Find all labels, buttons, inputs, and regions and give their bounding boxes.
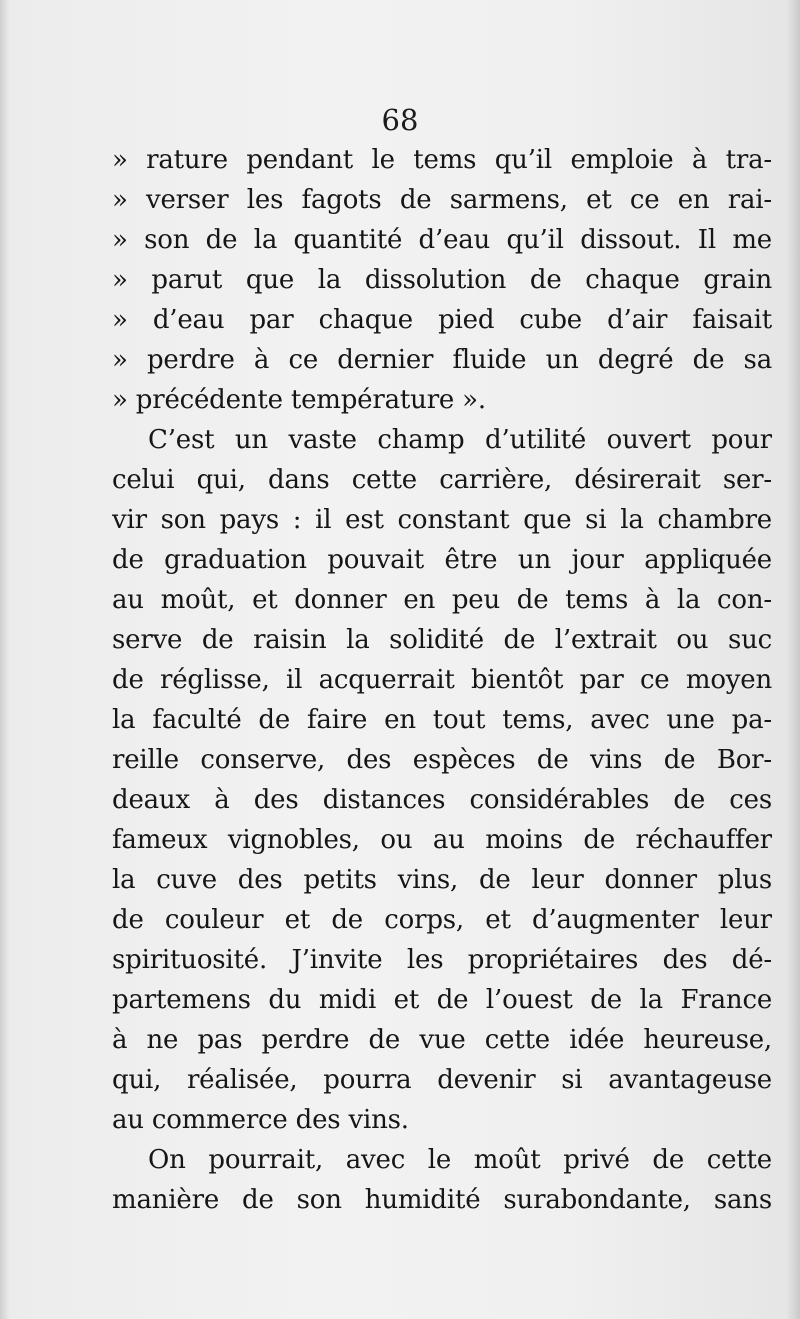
body-text [112, 140, 772, 1220]
text-line: » précédente température ». [112, 385, 486, 415]
text-line: au moût, et donner en peu de tems à la con- [112, 585, 772, 615]
text-line: reille conserve, des espèces de vins de Bor- [112, 745, 772, 775]
text-line: au commerce des vins. [112, 1105, 409, 1135]
text-line: celui qui, dans cette carrière, désirerait ser- [112, 465, 772, 495]
text-line: à ne pas perdre de vue cette idée heureuse, [112, 1025, 772, 1055]
text-line: spirituosité. J’invite les propriétaires des dé- [112, 945, 772, 975]
text-line: » verser les fagots de sarmens, et ce en rai- [112, 185, 772, 215]
text-line: On pourrait, avec le moût privé de cette [148, 1145, 772, 1175]
text-line: » perdre à ce dernier fluide un degré de sa [112, 345, 772, 375]
text-line: la faculté de faire en tout tems, avec une pa- [112, 705, 772, 735]
text-line: » parut que la dissolution de chaque grain [112, 265, 772, 295]
page-shadow-left [0, 0, 10, 1319]
page-shadow-right [786, 0, 800, 1319]
text-line: » d’eau par chaque pied cube d’air faisait [112, 305, 772, 335]
text-line: partemens du midi et de l’ouest de la France [112, 985, 772, 1015]
page-number: 68 [381, 103, 419, 137]
text-line: fameux vignobles, ou au moins de réchauffer [112, 825, 772, 855]
text-line: C’est un vaste champ d’utilité ouvert pour [148, 425, 772, 455]
text-line: qui, réalisée, pourra devenir si avantageuse [112, 1065, 772, 1095]
text-line: deaux à des distances considérables de ces [112, 785, 772, 815]
text-line: serve de raisin la solidité de l’extrait ou suc [112, 625, 772, 655]
text-line: de graduation pouvait être un jour appliquée [112, 545, 772, 575]
text-line: » son de la quantité d’eau qu’il dissout. Il me [112, 225, 772, 255]
text-line: de couleur et de corps, et d’augmenter leur [112, 905, 772, 935]
text-line: » rature pendant le tems qu’il emploie à tra- [112, 145, 772, 175]
text-line: manière de son humidité surabondante, sans [112, 1185, 772, 1215]
text-line: vir son pays : il est constant que si la chambre [112, 505, 772, 535]
text-line: de réglisse, il acquerrait bientôt par ce moyen [112, 665, 772, 695]
text-line: la cuve des petits vins, de leur donner plus [112, 865, 772, 895]
